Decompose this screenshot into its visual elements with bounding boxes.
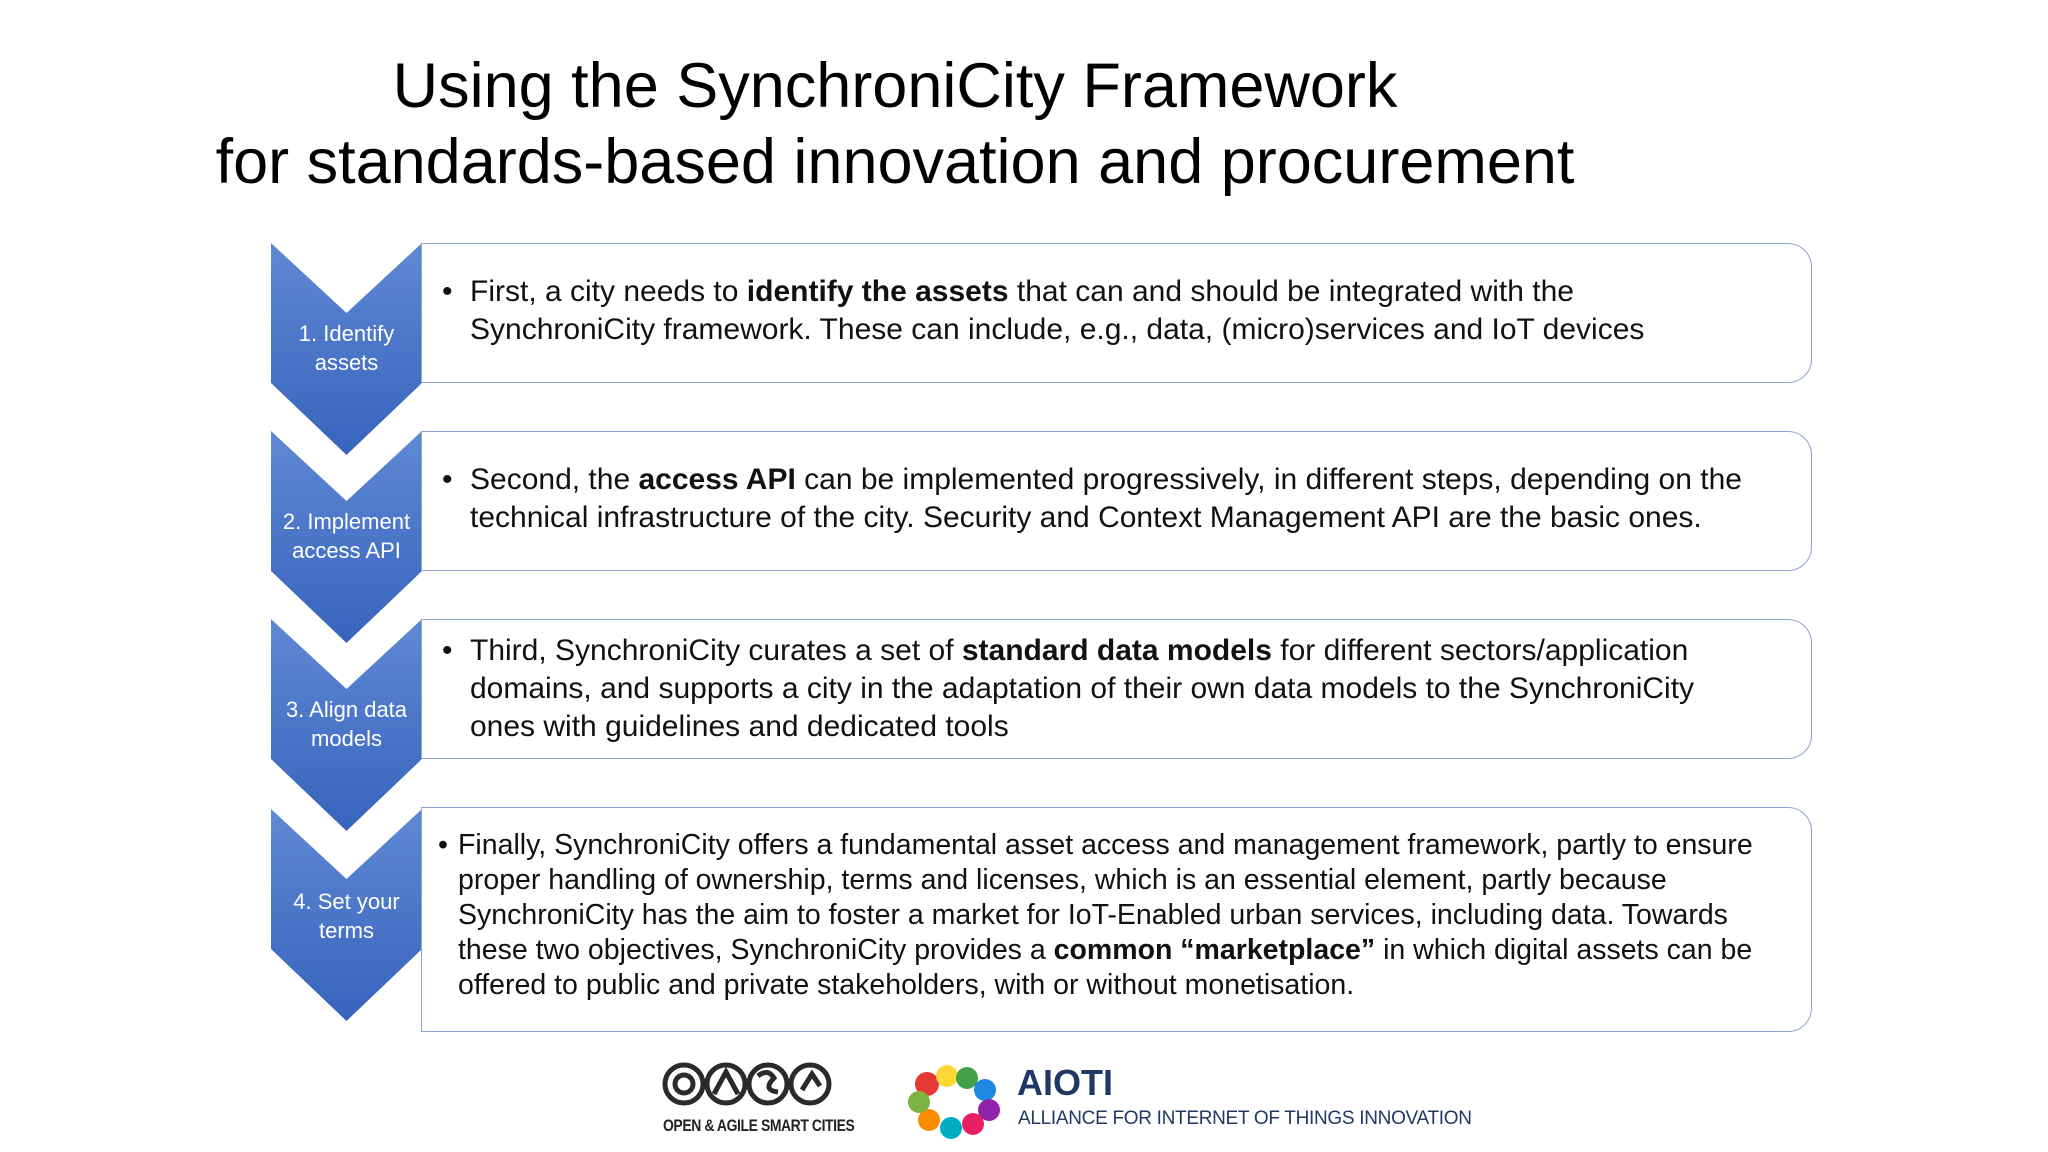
step-chevron-1 bbox=[271, 243, 422, 456]
oasc-logo-text: OPEN & AGILE SMART CITIES bbox=[663, 1116, 855, 1135]
title-line-2: for standards-based innovation and procurement bbox=[215, 127, 1575, 197]
aioti-logo-title: AIOTI bbox=[1017, 1062, 1113, 1103]
step-chevron-4 bbox=[271, 809, 422, 1022]
bullet: • bbox=[442, 634, 453, 667]
step-label-3: 3. Align data models bbox=[285, 697, 408, 751]
step-text-2: Second, the access API can be implemented progressively, in different steps, depending on the technical infrastructure of the city. Security and Context Management API are the basic ones. bbox=[470, 463, 1742, 534]
bullet: • bbox=[438, 829, 448, 861]
bullet: • bbox=[442, 275, 453, 308]
bullet: • bbox=[442, 463, 453, 496]
step-box-2 bbox=[421, 431, 1812, 571]
title-line-1: Using the SynchroniCity Framework bbox=[392, 51, 1398, 121]
aioti-logo-icon bbox=[905, 1062, 1005, 1142]
step-chevron-3 bbox=[271, 619, 422, 832]
step-text-3: Third, SynchroniCity curates a set of standard data models for different sectors/application domains, and supports a city in the adaptation of their own data models to the SynchroniCity ones with guidelines and dedicated tools bbox=[470, 634, 1695, 743]
aioti-logo-subtitle: ALLIANCE FOR INTERNET OF THINGS INNOVATION bbox=[1018, 1108, 1472, 1129]
step-label-2: 2. Implement access API bbox=[282, 509, 411, 563]
step-label-4: 4. Set your terms bbox=[293, 889, 400, 943]
step-chevron-2 bbox=[271, 431, 422, 644]
step-box-4 bbox=[421, 807, 1812, 1032]
logo-area bbox=[650, 1052, 1472, 1152]
step-box-1 bbox=[421, 243, 1812, 383]
step-text-1: First, a city needs to identify the assets that can and should be integrated with the SynchroniCity framework. These can include, e.g., data, (micro)services and IoT devices bbox=[470, 275, 1645, 346]
step-text-4: Finally, SynchroniCity offers a fundamental asset access and management framework, partly to ensure proper handling of ownership, terms and licenses, which is an essential element, partly because SynchroniCity has the aim to foster a market for IoT-Enabled urban services, including data. Towards these two objectives, SynchroniCity provides a common “marketplace” in which digital assets can be offered to public and private stakeholders, with or without monetisation. bbox=[458, 829, 1753, 1001]
page-title bbox=[0, 48, 1790, 200]
step-box-3 bbox=[421, 619, 1812, 759]
step-label-1: 1. Identify assets bbox=[298, 321, 395, 375]
oasc-logo-icon bbox=[662, 1060, 842, 1110]
